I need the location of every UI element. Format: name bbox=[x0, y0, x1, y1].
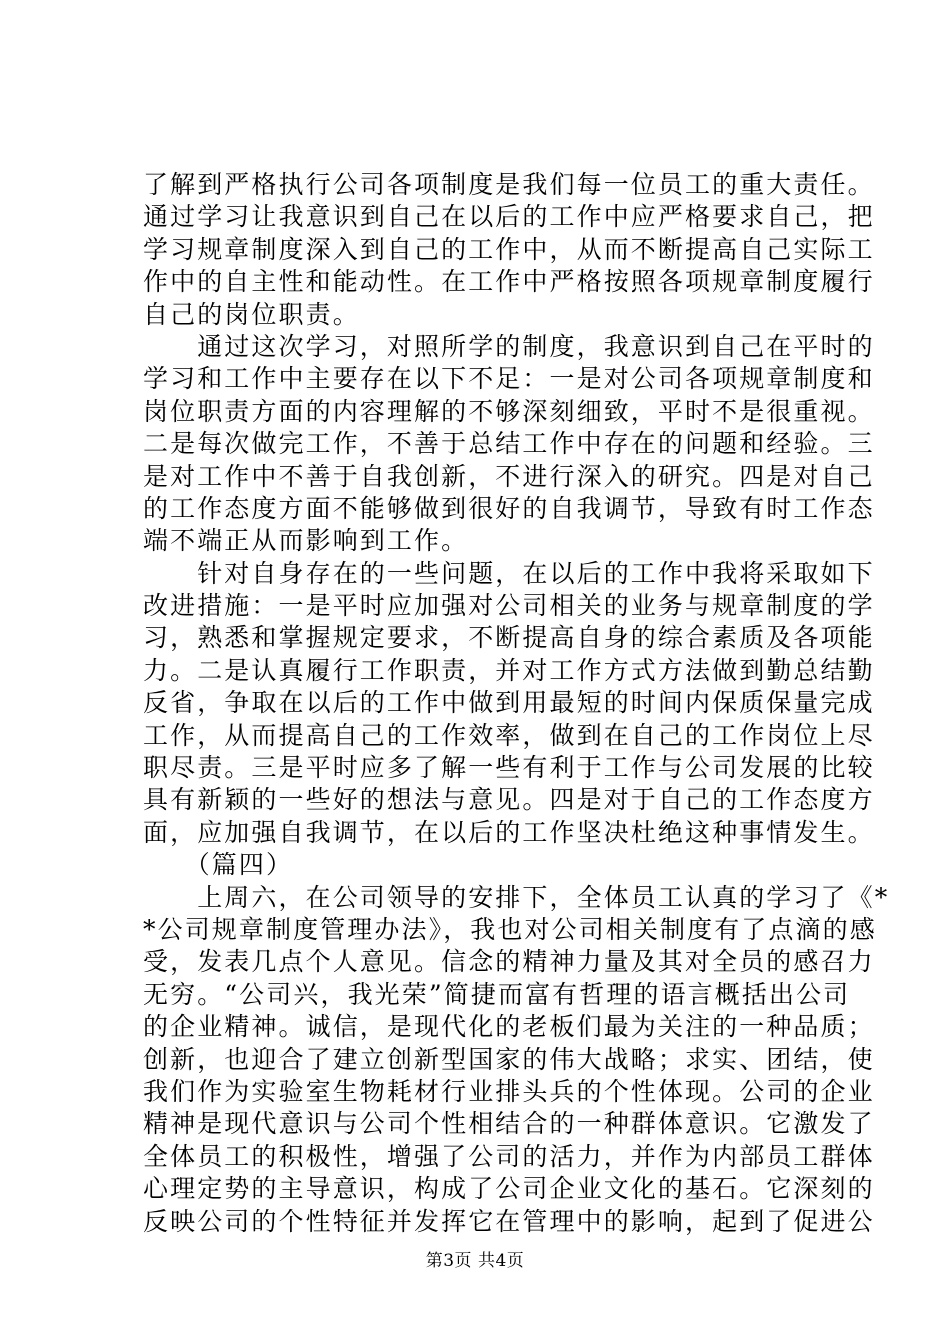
text-line: 是对工作中不善于自我创新，不进行深入的研究。四是对自己 bbox=[143, 461, 875, 491]
text-line: 的企业精神。诚信，是现代化的老板们最为关注的一种品质； bbox=[143, 1012, 875, 1042]
text-line: 面，应加强自我调节，在以后的工作坚决杜绝这种事情发生。 bbox=[143, 817, 875, 847]
text-line: 学习规章制度深入到自己的工作中，从而不断提高自己实际工 bbox=[143, 234, 875, 264]
page-footer: 第3页 共4页 bbox=[425, 1251, 525, 1271]
text-line: *公司规章制度管理办法》，我也对公司相关制度有了点滴的感 bbox=[143, 914, 877, 944]
text-line: 全体员工的积极性，增强了公司的活力，并作为内部员工群体 bbox=[143, 1141, 875, 1171]
text-line: 针对自身存在的一些问题，在以后的工作中我将采取如下 bbox=[143, 558, 875, 588]
text-line: （篇四） bbox=[143, 850, 294, 880]
text-line: 受，发表几点个人意见。信念的精神力量及其对全员的感召力 bbox=[143, 947, 875, 977]
text-line: 创新，也迎合了建立创新型国家的伟大战略；求实、团结，使 bbox=[143, 1044, 875, 1074]
text-line: 二是每次做完工作，不善于总结工作中存在的问题和经验。三 bbox=[143, 429, 875, 459]
text-line: 通过这次学习，对照所学的制度，我意识到自己在平时的 bbox=[143, 331, 875, 361]
text-line: 岗位职责方面的内容理解的不够深刻细致，平时不是很重视。 bbox=[143, 396, 875, 426]
text-line: 自己的岗位职责。 bbox=[143, 299, 360, 329]
text-line: 我们作为实验室生物耗材行业排头兵的个性体现。公司的企业 bbox=[143, 1076, 875, 1106]
text-line: 改进措施：一是平时应加强对公司相关的业务与规章制度的学 bbox=[143, 591, 875, 621]
text-line: 反省，争取在以后的工作中做到用最短的时间内保质保量完成 bbox=[143, 688, 875, 718]
text-line: 上周六，在公司领导的安排下，全体员工认真的学习了《* bbox=[143, 882, 890, 912]
text-line: 具有新颖的一些好的想法与意见。四是对于自己的工作态度方 bbox=[143, 785, 875, 815]
text-line: 工作，从而提高自己的工作效率，做到在自己的工作岗位上尽 bbox=[143, 720, 875, 750]
text-line: 的工作态度方面不能够做到很好的自我调节，导致有时工作态 bbox=[143, 493, 875, 523]
text-line: 精神是现代意识与公司个性相结合的一种群体意识。它激发了 bbox=[143, 1109, 875, 1139]
text-line: 通过学习让我意识到自己在以后的工作中应严格要求自己，把 bbox=[143, 202, 875, 232]
text-line: 力。二是认真履行工作职责，并对工作方式方法做到勤总结勤 bbox=[143, 655, 875, 685]
text-line: 习，熟悉和掌握规定要求，不断提高自身的综合素质及各项能 bbox=[143, 623, 875, 653]
text-line: 职尽责。三是平时应多了解一些有利于工作与公司发展的比较 bbox=[143, 753, 875, 783]
text-line: 了解到严格执行公司各项制度是我们每一位员工的重大责任。 bbox=[143, 170, 875, 199]
document-body bbox=[143, 169, 890, 1238]
text-line: 学习和工作中主要存在以下不足：一是对公司各项规章制度和 bbox=[143, 364, 875, 394]
text-line: 作中的自主性和能动性。在工作中严格按照各项规章制度履行 bbox=[143, 267, 875, 297]
text-line: 无穷。“公司兴，我光荣”简捷而富有哲理的语言概括出公司 bbox=[143, 979, 851, 1009]
text-line: 端不端正从而影响到工作。 bbox=[143, 526, 469, 556]
text-line: 心理定势的主导意识，构成了公司企业文化的基石。它深刻的 bbox=[143, 1174, 875, 1204]
text-line: 反映公司的个性特征并发挥它在管理中的影响，起到了促进公 bbox=[143, 1206, 875, 1236]
